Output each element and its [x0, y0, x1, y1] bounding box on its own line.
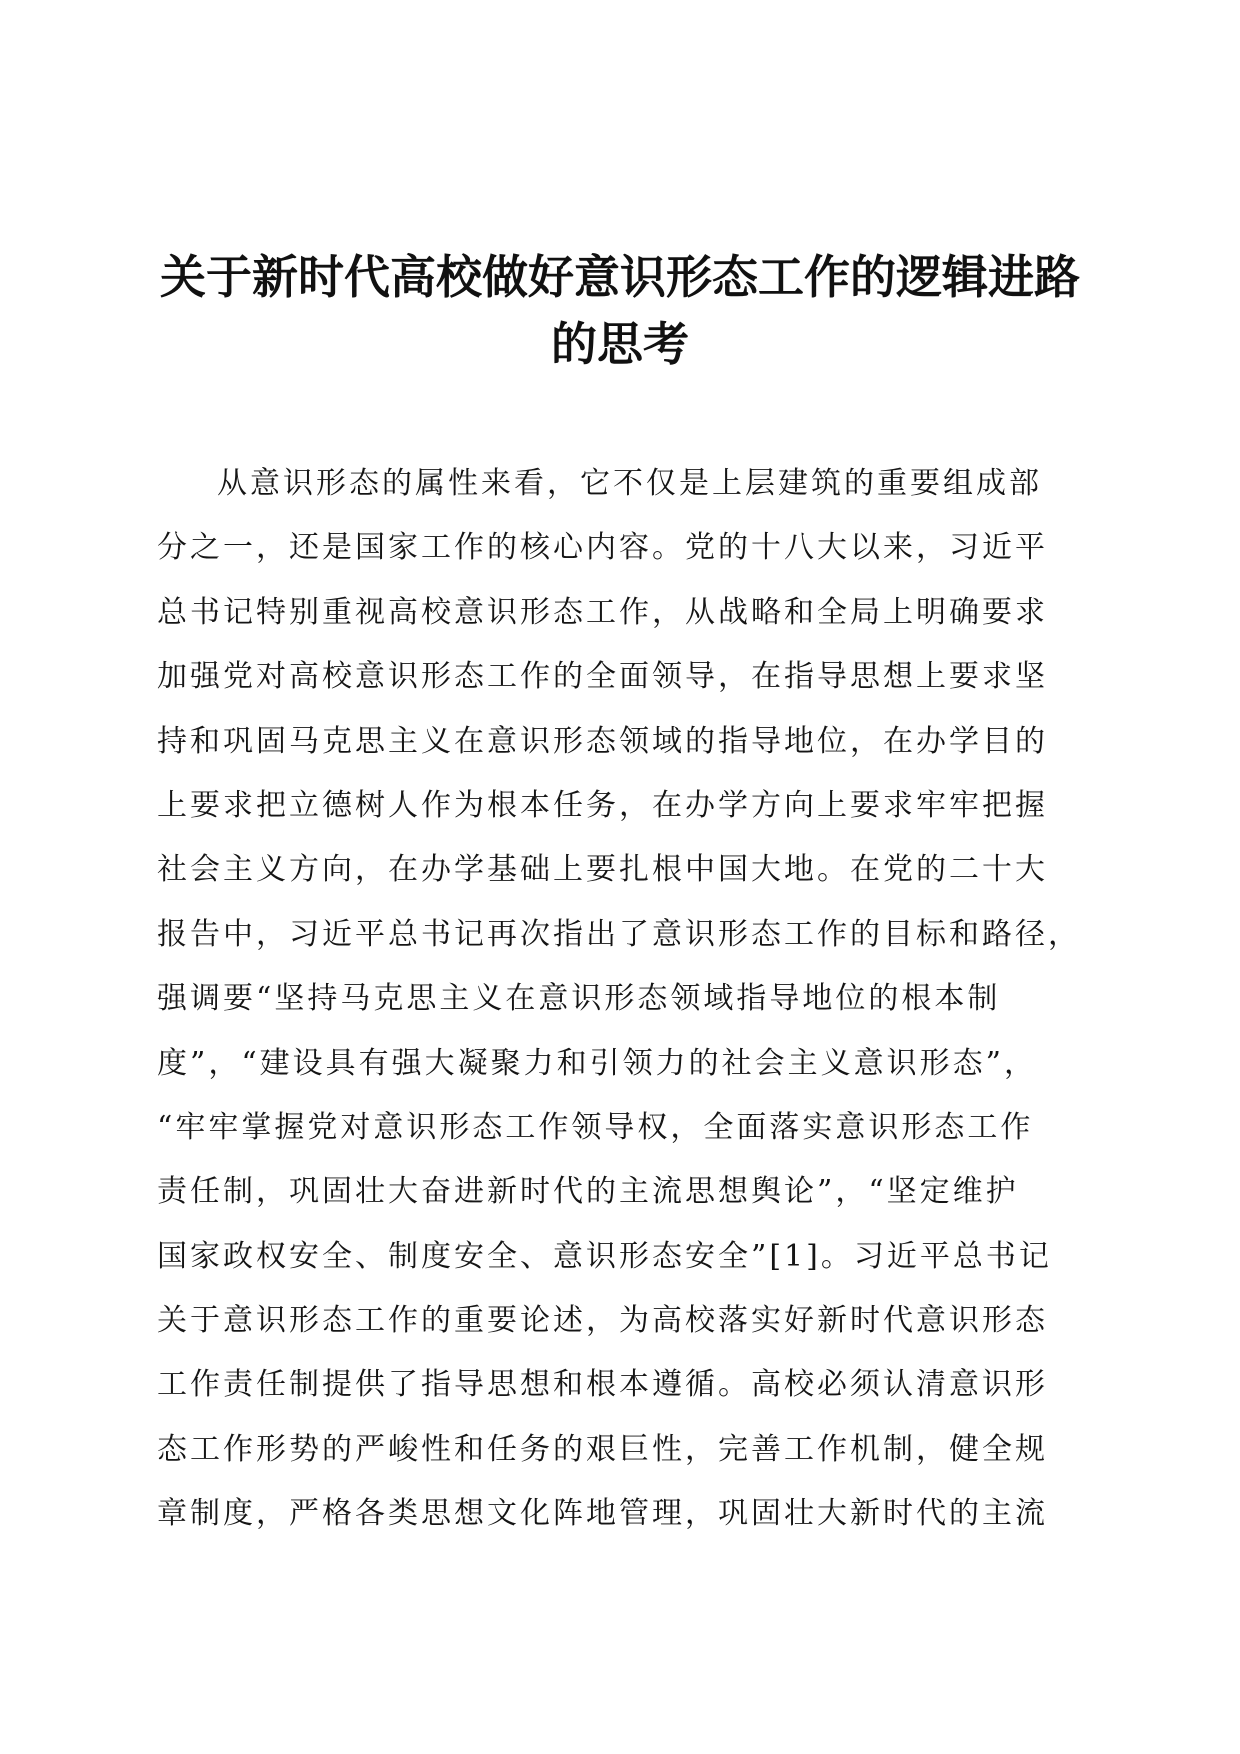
- body-line: 责任制，巩固壮大奋进新时代的主流思想舆论”，“坚定维护: [157, 1174, 1019, 1210]
- document-title-line-2: 的思考: [551, 317, 689, 371]
- body-line: 持和巩固马克思主义在意识形态领域的指导地位，在办学目的: [157, 723, 1048, 759]
- body-line: 章制度，严格各类思想文化阵地管理，巩固壮大新时代的主流: [157, 1496, 1048, 1532]
- body-line: 态工作形势的严峻性和任务的艰巨性，完善工作机制，健全规: [157, 1431, 1048, 1467]
- body-line: 上要求把立德树人作为根本任务，在办学方向上要求牢牢把握: [157, 787, 1048, 823]
- body-line: “牢牢掌握党对意识形态工作领导权，全面落实意识形态工作: [157, 1109, 1034, 1145]
- body-line: 分之一，还是国家工作的核心内容。党的十八大以来，习近平: [157, 530, 1048, 566]
- document-title-line-1: 关于新时代高校做好意识形态工作的逻辑进路: [160, 250, 1080, 304]
- body-line: 国家政权安全、制度安全、意识形态安全”[1]。习近平总书记: [157, 1238, 1052, 1274]
- body-line: 度”，“建设具有强大凝聚力和引领力的社会主义意识形态”，: [157, 1045, 1038, 1081]
- body-line: 关于意识形态工作的重要论述，为高校落实好新时代意识形态: [157, 1303, 1048, 1339]
- body-paragraph: [157, 452, 1081, 1547]
- body-line: 强调要“坚持马克思主义在意识形态领域指导地位的根本制: [157, 981, 1001, 1017]
- body-line: 从意识形态的属性来看，它不仅是上层建筑的重要组成部: [217, 466, 1042, 501]
- body-line: 工作责任制提供了指导思想和根本遵循。高校必须认清意识形: [157, 1367, 1048, 1403]
- body-line: 总书记特别重视高校意识形态工作，从战略和全局上明确要求: [157, 594, 1048, 630]
- body-line: 加强党对高校意识形态工作的全面领导，在指导思想上要求坚: [157, 659, 1048, 695]
- body-line: 报告中，习近平总书记再次指出了意识形态工作的目标和路径，: [157, 916, 1081, 952]
- body-line: 社会主义方向，在办学基础上要扎根中国大地。在党的二十大: [157, 852, 1048, 888]
